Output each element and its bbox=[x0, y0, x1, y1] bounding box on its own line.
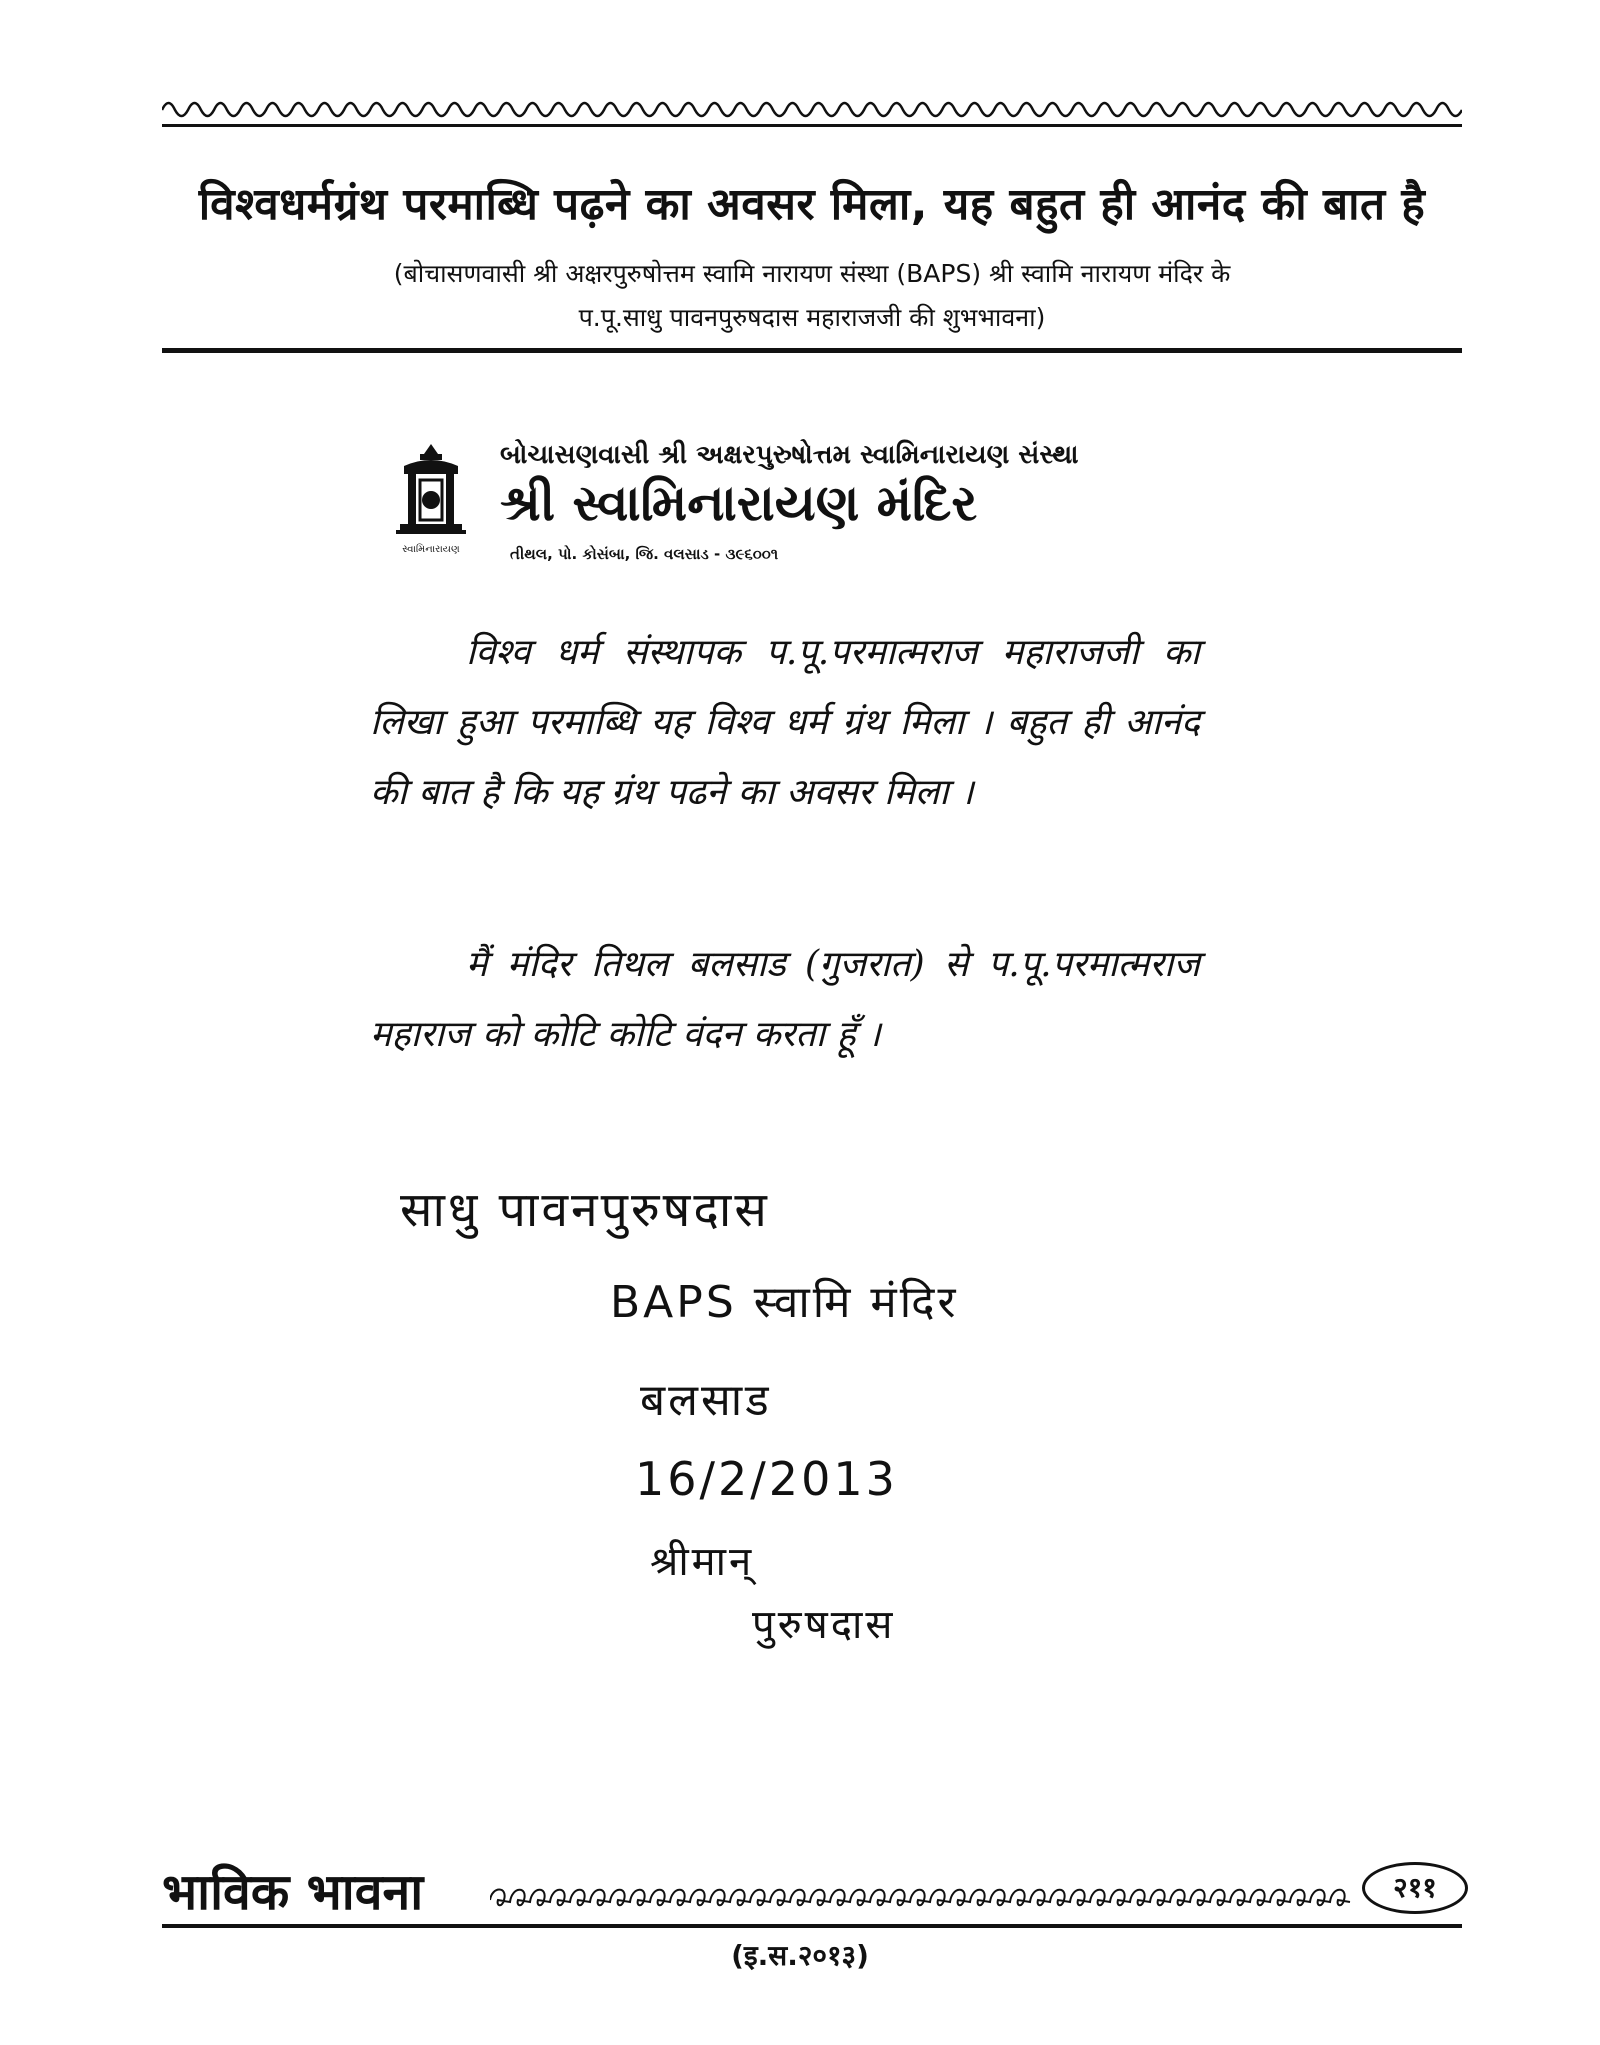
top-rule bbox=[162, 124, 1462, 127]
footer-curl-border bbox=[490, 1880, 1360, 1914]
signature-line-2: BAPS स्वामि मंदिर bbox=[610, 1277, 959, 1328]
signature-line-1: साधु पावनपुरुषदास bbox=[400, 1182, 770, 1238]
signature-line-5: श्रीमान् bbox=[650, 1539, 755, 1585]
body-paragraph-1: विश्व धर्म संस्थापक प.पू.परमात्मराज महाराजजी का लिखा हुआ परमाब्धि यह विश्व धर्म ग्रंथ मिला । बहुत ही आनंद की बात है कि यह ग्रंथ पढने का अवसर मिला । bbox=[370, 632, 1200, 813]
signature-line-6: पुरुषदास bbox=[752, 1602, 896, 1648]
footer-year: (इ.स.२०१३) bbox=[731, 1939, 869, 1972]
letterhead-org: બોચાસણવાસી શ્રી અક્ષરપુરુષોત્તમ સ્વામિનારાયણ સંસ્થા bbox=[500, 440, 1079, 470]
page-number-badge: २११ bbox=[1362, 1862, 1468, 1914]
header-rule bbox=[162, 348, 1462, 353]
page-title: विश्वधर्मग्रंथ परमाब्धि पढ़ने का अवसर मिला, यह बहुत ही आनंद की बात है bbox=[198, 179, 1426, 230]
top-wave-border bbox=[162, 92, 1462, 122]
page-subtitle bbox=[162, 252, 1462, 340]
signature-line-4: 16/2/2013 bbox=[635, 1452, 898, 1506]
footer-title: भाविक भावना bbox=[162, 1863, 424, 1921]
subtitle-line-1: (बोचासणवासी श्री अक्षरपुरुषोत्तम स्वामि नारायण संस्था (BAPS) श्री स्वामि नारायण मंदिर के bbox=[393, 259, 1231, 288]
letterhead-title: શ્રી સ્વામિનારાયણ મંદિર bbox=[500, 474, 978, 532]
letterhead-address: તીથલ, પો. કોસંબા, જિ. વલસાડ - ૩૯૬૦૦૧ bbox=[510, 545, 779, 563]
signature-line-3: बलसाड bbox=[640, 1375, 772, 1426]
logo-caption: સ્વામિનારાયણ bbox=[402, 544, 460, 555]
subtitle-line-2: प.पू.साधु पावनपुरुषदास महाराजजी की शुभभावना) bbox=[578, 303, 1046, 332]
body-paragraph-2: मैं मंदिर तिथल बलसाड (गुजरात) से प.पू.परमात्मराज महाराज को कोटि कोटि वंदन करता हूँ । bbox=[370, 944, 1200, 1055]
temple-emblem-icon bbox=[390, 440, 472, 560]
footer-rule bbox=[162, 1924, 1462, 1928]
